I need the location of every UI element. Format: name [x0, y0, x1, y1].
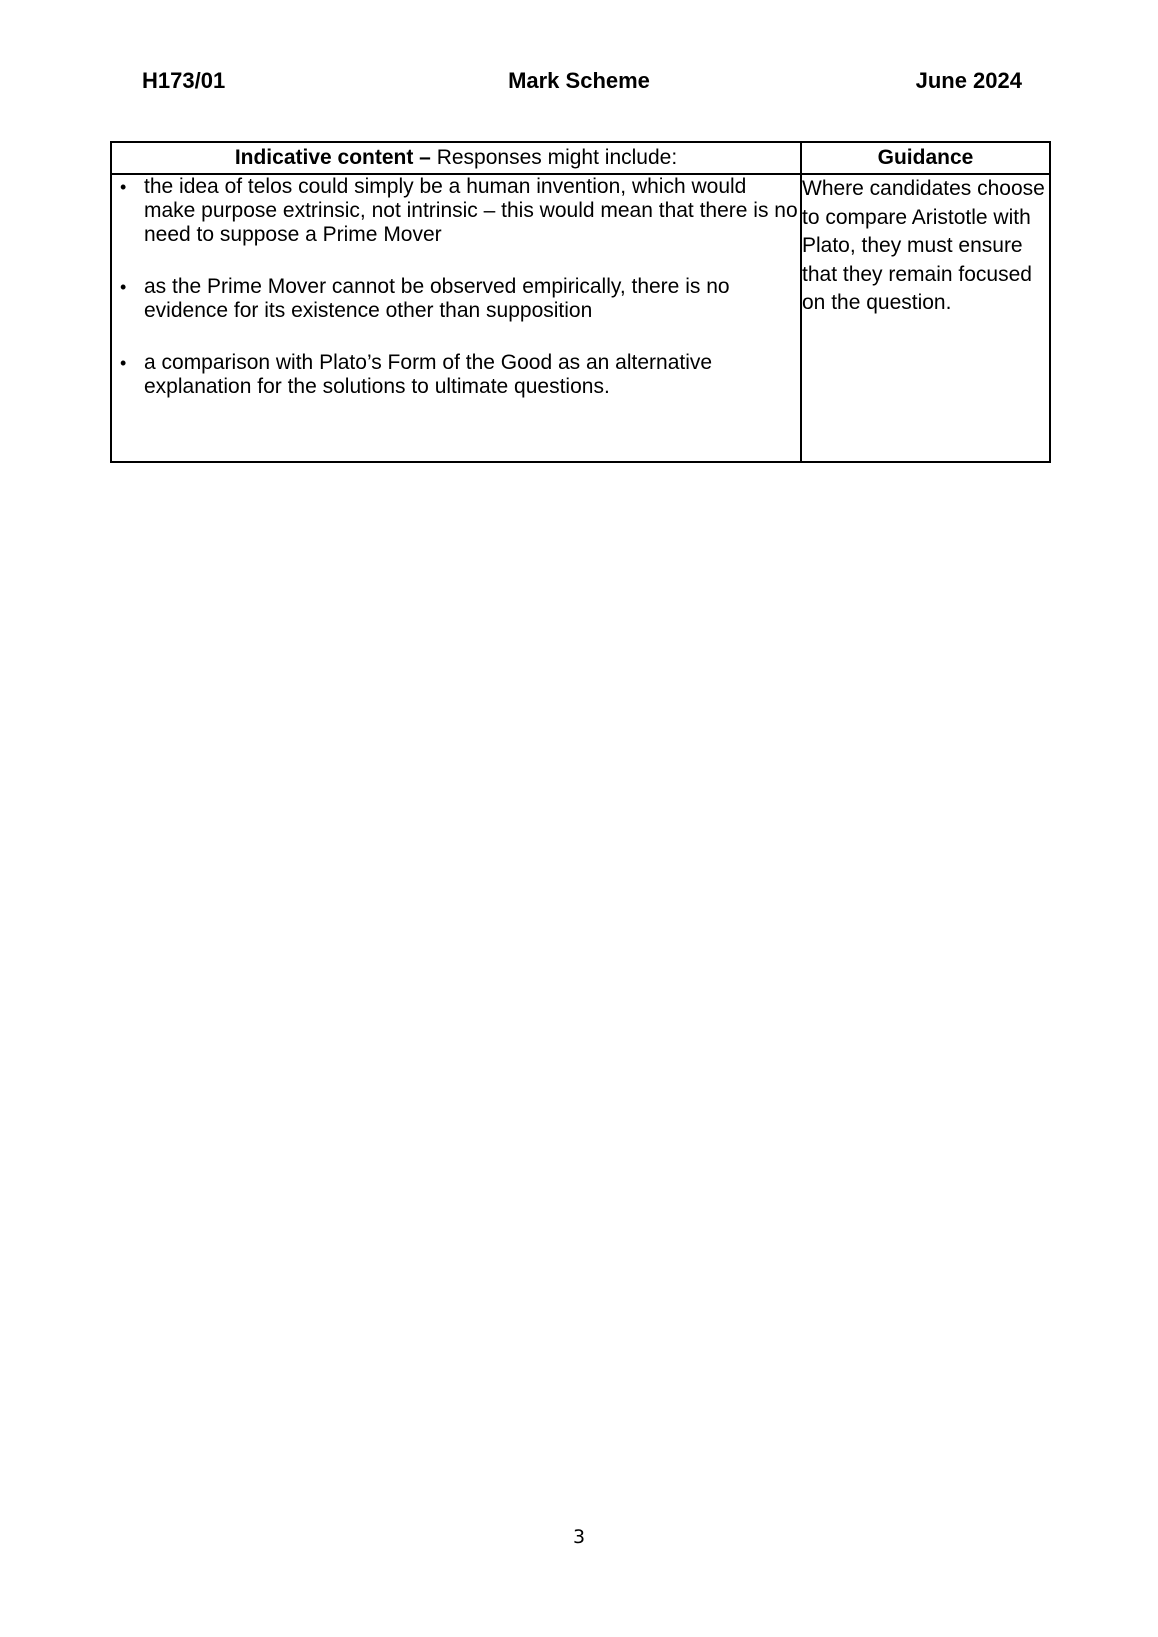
page-header: [0, 68, 1158, 98]
page-number: 3: [572, 1526, 586, 1548]
list-item-text: as the Prime Mover cannot be observed empirically, there is no evidence for its existence other than supposition: [144, 275, 730, 322]
indicative-content-header-rest: Responses might include:: [430, 146, 678, 169]
paper-code: H173/01: [142, 68, 226, 93]
guidance-cell: Where candidates choose to compare Aristotle with Plato, they must ensure that they remain focused on the question.: [801, 174, 1050, 462]
exam-date: June 2024: [915, 68, 1022, 93]
bullet-list: [112, 175, 800, 399]
table-header-row: [111, 142, 1050, 174]
guidance-header: Guidance: [801, 142, 1050, 174]
document-title: Mark Scheme: [508, 68, 650, 93]
list-item-text: the idea of telos could simply be a human invention, which would make purpose extrinsic, not intrinsic – this would mean that there is no need to suppose a Prime Mover: [144, 175, 798, 246]
list-item: [112, 275, 800, 323]
bullet-icon: •: [120, 177, 127, 197]
indicative-content-cell: [111, 174, 801, 462]
mark-scheme-table: [110, 141, 1051, 463]
indicative-content-header-bold: Indicative content –: [234, 146, 431, 169]
indicative-content-header: [111, 142, 801, 174]
bullet-icon: •: [120, 353, 127, 373]
list-item: [112, 351, 800, 399]
table-row: [111, 174, 1050, 462]
bullet-icon: •: [120, 277, 127, 297]
list-item-text: a comparison with Plato’s Form of the Good as an alternative explanation for the solutions to ultimate questions.: [144, 351, 713, 398]
list-item: [112, 175, 800, 247]
